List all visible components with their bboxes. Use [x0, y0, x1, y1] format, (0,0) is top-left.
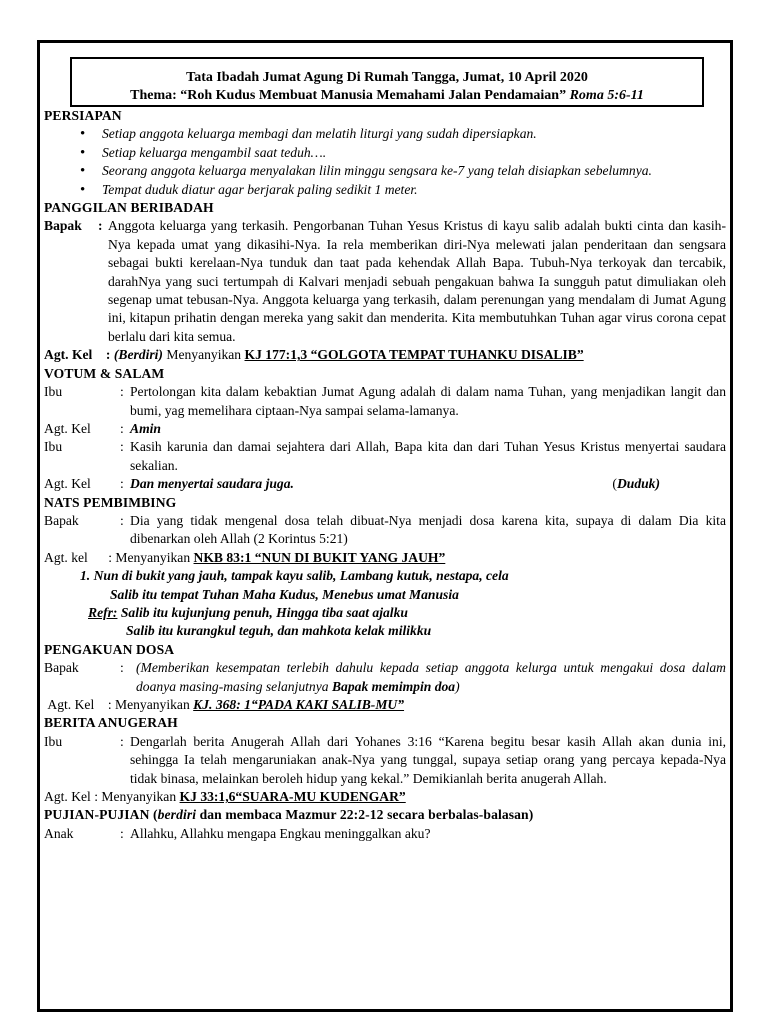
lyric-text: Salib itu kujunjung penuh, Hingga tiba saat ajalku	[117, 604, 408, 620]
instruction-emphasis: Bapak memimpin doa	[331, 678, 456, 694]
agt-kel-line: Agt. Kel : Menyanyikan KJ. 368: 1“PADA KAKI SALIB-MU”	[47, 697, 405, 712]
lyric-line	[44, 604, 726, 622]
sing-label: Menyanyikan	[166, 347, 242, 363]
heading-nats: NATS PEMBIMBING	[44, 494, 177, 510]
speaker-label: Bapak	[44, 660, 79, 676]
speaker-label: Agt. kel	[44, 549, 88, 565]
liturgy-text: Allahku, Allahku mengapa Engkau meninggalkan aku?	[130, 825, 431, 841]
liturgy-row	[44, 383, 726, 420]
liturgy-row	[44, 512, 726, 549]
speaker-label: Bapak	[44, 218, 82, 234]
liturgy-row	[44, 217, 726, 346]
heading-panggilan: PANGGILAN BERIBADAH	[44, 200, 214, 216]
liturgy-row	[44, 420, 726, 438]
heading-persiapan: PERSIAPAN	[44, 108, 122, 123]
agt-prefix: Agt. Kel : Menyanyikan	[44, 789, 177, 805]
document-title: Tata Ibadah Jumat Agung Di Rumah Tangga, Jumat, 10 April 2020	[186, 70, 588, 85]
song-reference: KJ. 368: 1“PADA KAKI SALIB-MU”	[193, 697, 405, 712]
list-item: • Setiap anggota keluarga membagi dan melatih liturgi yang sudah dipersiapkan.	[80, 125, 726, 143]
paren: (	[153, 807, 158, 823]
liturgy-text	[130, 475, 726, 493]
separator: :	[120, 733, 124, 749]
speaker-label: Agt. Kel	[44, 347, 93, 363]
liturgy-text: Pertolongan kita dalam kebaktian Jumat Agung adalah di dalam nama Tuhan, yang menjadikan langit dan bumi, yag memelihara ciptaan-Nya sampai selama-lamanya.	[130, 384, 726, 418]
liturgy-text	[130, 659, 726, 696]
liturgy-text: Dia yang tidak mengenal dosa telah dibuat-Nya menjadi dosa karena kita, supaya di dalam Dia kita dibenarkan oleh Allah (2 Korintus 5:21)	[130, 512, 726, 547]
heading-berita: BERITA ANUGERAH	[44, 715, 178, 731]
liturgy-row	[44, 733, 726, 788]
instruction-end: )	[455, 678, 460, 694]
list-item: • Tempat duduk diatur agar berjarak paling sedikit 1 meter.	[80, 181, 726, 199]
refrain-label: Refr:	[88, 604, 118, 620]
song-lyrics	[44, 567, 726, 641]
list-item: • Setiap keluarga mengambil saat teduh….	[80, 144, 726, 162]
speaker-label: Bapak	[44, 512, 79, 528]
liturgy-text: Dengarlah berita Anugerah Allah dari Yohanes 3:16 “Karena begitu besar kasih Allah akan dunia ini, sehingga Ia telah mengaruniakan anak-Nya yang tunggal, supaya setiap orang yang percaya kepada-Nya tidak binasa, melainkan beroleh hidup yang kekal.” Demikianlah berita anugerah Allah.	[130, 733, 726, 786]
sing-label: Menyanyikan	[115, 697, 190, 712]
theme-text: Thema: “Roh Kudus Membuat Manusia Memahami Jalan Pendamaian”	[130, 88, 567, 103]
liturgy-text: Amin	[130, 420, 161, 436]
heading-instruction: dan membaca Mazmur 22:2-12 secara berbalas-balasan)	[196, 807, 534, 823]
stage-direction: berdiri	[157, 807, 197, 823]
separator: :	[120, 825, 124, 841]
agt-kel-line	[44, 788, 726, 806]
liturgy-row	[44, 438, 726, 475]
liturgy-text: Kasih karunia dan damai sejahtera dari Allah, Bapa kita dan dari Tuhan Yesus Kristus menyertai saudara sekalian.	[130, 439, 726, 473]
document-content	[44, 57, 726, 843]
heading-text: PUJIAN-PUJIAN	[44, 807, 150, 823]
stage-direction: (Duduk)	[612, 476, 660, 492]
heading-pujian	[44, 806, 726, 824]
title-box	[70, 57, 704, 107]
response-text: Dan menyertai saudara juga.	[130, 476, 294, 492]
heading-votum: VOTUM & SALAM	[44, 365, 165, 381]
theme-reference: Roma 5:6-11	[569, 88, 644, 103]
separator: :	[120, 420, 124, 436]
liturgy-row	[44, 659, 726, 696]
song-reference: KJ 33:1,6“SUARA-MU KUDENGAR”	[179, 789, 406, 805]
liturgy-row	[44, 825, 726, 843]
song-reference: NKB 83:1 “NUN DI BUKIT YANG JAUH”	[193, 549, 446, 565]
stage-direction-text: Duduk	[616, 476, 656, 492]
separator: :	[120, 439, 124, 455]
stage-direction: (Berdiri)	[113, 347, 163, 363]
speaker-label: Agt. Kel	[47, 697, 95, 712]
document-theme	[72, 87, 702, 105]
separator: :	[120, 512, 124, 528]
speaker-label: Ibu	[44, 384, 63, 400]
instruction-text: (Memberikan kesempatan terlebih dahulu kepada setiap anggota kelurga untuk mengakui dosa dalam doanya masing-masing selanjutnya	[136, 660, 726, 694]
sing-label: Menyanyikan	[115, 549, 191, 565]
separator: :	[120, 660, 124, 676]
lyric-line: 1. Nun di bukit yang jauh, tampak kayu salib, Lambang kutuk, nestapa, cela	[80, 568, 509, 584]
speaker-label: Ibu	[44, 733, 63, 749]
liturgy-row	[44, 475, 726, 493]
separator: :	[120, 476, 124, 492]
separator: :	[98, 218, 103, 234]
page-frame	[37, 40, 733, 1012]
agt-kel-line: Agt. Kel : (Berdiri) Menyanyikan KJ 177:1,3 “GOLGOTA TEMPAT TUHANKU DISALIB”	[44, 347, 584, 363]
speaker-label: Ibu	[44, 439, 63, 455]
lyric-line: Salib itu tempat Tuhan Maha Kudus, Menebus umat Manusia	[110, 586, 459, 602]
speaker-label: Agt. Kel	[44, 420, 91, 436]
list-item: • Seorang anggota keluarga menyalakan lilin minggu sengsara ke-7 yang telah disiapkan sebelumnya.	[80, 162, 726, 180]
agt-kel-line: Agt. kel : Menyanyikan NKB 83:1 “NUN DI BUKIT YANG JAUH”	[44, 549, 446, 565]
song-reference: KJ 177:1,3 “GOLGOTA TEMPAT TUHANKU DISALIB”	[244, 347, 584, 363]
speaker-label: Anak	[44, 825, 74, 841]
heading-pengakuan: PENGAKUAN DOSA	[44, 641, 175, 657]
persiapan-list	[44, 125, 726, 199]
lyric-line: Salib itu kurangkul teguh, dan mahkota kelak milikku	[126, 623, 432, 639]
speaker-label: Agt. Kel	[44, 476, 91, 492]
liturgy-text: Anggota keluarga yang terkasih. Pengorbanan Tuhan Yesus Kristus di kayu salib adalah bukti cinta dan kasih-Nya kepada umat yang dikasihi-Nya. Ia rela memberikan diri-Nya melewati jalan penderitaan dan sengsara sebagai bukti kerelaan-Nya tunduk dan taat pada kehendak Allah Bapa. Tubuh-Nya terkoyak dan tercabik, darahNya yang suci tertumpah di Kalvari menjadi sebuah pengakuan bahwa Ia sungguh patut dimuliakan oleh segenap umat tebusan-Nya. Anggota keluarga yang terkasih, dalam perenungan yang mendalam di Jumat Agung ini, kitapun prihatin dengan mereka yang sakit dan menderita. Kita membutuhkan Tuhan agar virus corona cepat berlalu dari kita semua.	[108, 218, 726, 344]
separator: :	[120, 384, 124, 400]
